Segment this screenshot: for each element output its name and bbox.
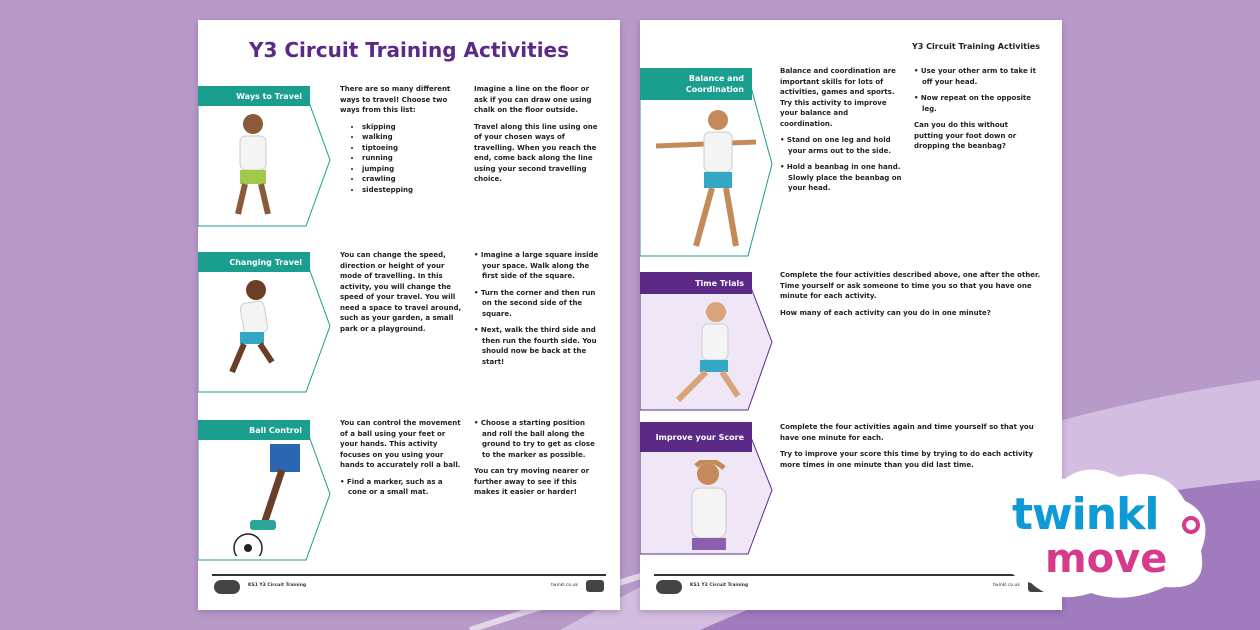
page-title: Y3 Circuit Training Activities [248,38,570,62]
footer-text: KS1 Y3 Circuit Training [248,583,307,588]
bullet-item: • Choose a starting position and roll the ball along the ground to try to get as close to the marker as possible. [474,419,595,459]
paragraph: Can you do this without putting your foot down or dropping the beanbag? [914,121,1017,150]
child-figure-ball [220,444,320,556]
intro-text: There are so many different ways to travel! Choose two ways from this list: [340,85,451,114]
travel-list [340,122,460,196]
section-balance-coordination [640,66,1062,262]
page-footer [212,574,606,598]
child-figure-thinking [674,460,744,552]
section-ball-control [198,416,620,566]
list-item: • jumping [362,164,460,175]
paragraph: Try to improve your score this time by trying to do each activity more times in one minute than you did last time. [780,450,1033,469]
text-column-2 [914,66,1039,158]
paragraph: Complete the four activities described above, one after the other. Time yourself or ask someone to time you so that you have one minute for each activity. [780,271,1041,300]
bullet-item: • Next, walk the third side and then run the fourth side. You should now be back at the start! [474,326,597,366]
section-changing-travel [198,248,620,398]
text-column-2 [474,250,599,373]
paragraph: Complete the four activities again and time yourself so that you have one minute for each. [780,423,1034,442]
list-item: • crawling [362,174,460,185]
section-tab: Ball Control [198,420,310,440]
bullet-item: • Turn the corner and then run on the second side of the square. [474,288,596,318]
paragraph: Travel along this line using one of your chosen ways of travelling. When you reach the end, come back along the line using your second travelling choice. [474,122,598,183]
child-figure-balancing [656,106,766,256]
text-column-1 [340,418,462,504]
text-column-1 [340,84,460,195]
twinkl-logo-icon [214,580,240,594]
footer-text: KS1 Y3 Circuit Training [690,583,749,588]
child-figure-sprinting [664,300,754,410]
section-tab: Changing Travel [198,252,310,272]
brand-move-text: move [1045,536,1168,582]
bullet-item: • Use your other arm to take it off your head. [914,67,1036,86]
paragraph: How many of each activity can you do in one minute? [780,308,991,317]
section-ways-to-travel [198,82,620,232]
footer-url: twinkl.co.uk [551,583,578,588]
bullet-item: • Find a marker, such as a cone or a small mat. [340,477,443,496]
list-item: • skipping [362,122,460,133]
bullet-item: • Stand on one leg and hold your arms out to the side. [780,136,891,155]
list-item: • walking [362,132,460,143]
list-item: • sidestepping [362,185,460,196]
section-tab: Time Trials [640,272,752,294]
footer-url: twinkl.co.uk [993,583,1020,588]
list-item: • tiptoeing [362,143,460,154]
brand-twinkl-text: twinkl [1012,489,1159,540]
twinkl-logo-icon [656,580,682,594]
text-column-2 [474,84,599,191]
bullet-item: • Hold a beanbag in one hand. Slowly place the beanbag on your head. [780,163,902,192]
text-column-1 [780,66,902,200]
paragraph: You can control the movement of a ball using your feet or your hands. This activity focuses on you using your hands to accurately roll a ball. [340,419,461,469]
child-figure-walking [218,110,288,222]
child-figure-running [218,276,288,388]
list-item: • running [362,153,460,164]
section-time-trials [640,270,1062,416]
bullet-item: • Now repeat on the opposite leg. [914,94,1031,113]
section-tab: Ways to Travel [198,86,310,106]
page-header-title: Y3 Circuit Training Activities [911,42,1040,51]
page-footer [654,574,1048,598]
paragraph: You can change the speed, direction or height of your mode of travelling. In this activity, you will change the speed of your travel. You will need a space to travel around, such as your garden, a small park or a playground. [340,251,462,333]
section-tab: Balance and Coordination [640,68,752,100]
footer-badge-icon [586,580,604,592]
text-block [780,270,1042,324]
section-tab: Improve your Score [640,422,752,452]
paragraph: You can try moving nearer or further away to see if this makes it easier or harder! [474,467,590,496]
bullet-item: • Imagine a large square inside your space. Walk along the first side of the square. [474,251,599,280]
text-column-2 [474,418,599,504]
text-column-1 [340,250,462,340]
activity-sheet-page-1 [198,20,620,610]
paragraph: Balance and coordination are important skills for lots of activities, games and sports. Try this activity to improve your balance and coordination. [780,67,896,128]
paragraph: Imagine a line on the floor or ask if you can draw one using chalk on the floor outside. [474,85,592,114]
